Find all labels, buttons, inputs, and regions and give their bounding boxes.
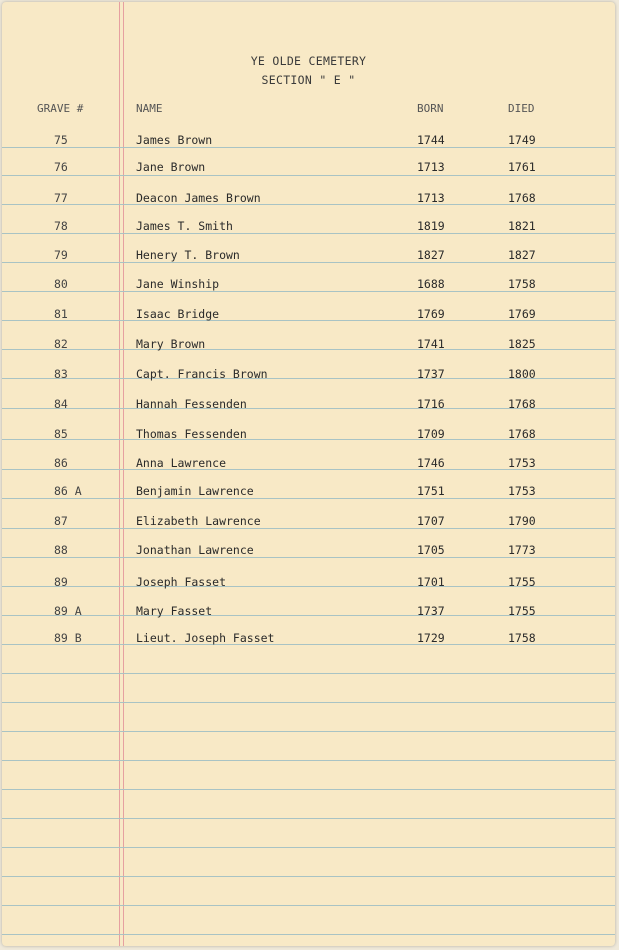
deceased-name: Joseph Fasset (136, 575, 227, 589)
grave-number: 76 (54, 160, 68, 174)
table-row (2, 337, 615, 353)
grave-number: 79 (54, 248, 68, 262)
died-year: 1768 (508, 427, 536, 441)
header-name: NAME (136, 102, 163, 115)
born-year: 1709 (417, 427, 445, 441)
grave-number: 89 A (54, 604, 82, 618)
born-year: 1713 (417, 191, 445, 205)
died-year: 1749 (508, 133, 536, 147)
died-year: 1758 (508, 631, 536, 645)
page-title: YE OLDE CEMETERY (250, 54, 367, 68)
ruled-line (2, 847, 615, 848)
ruled-line (2, 731, 615, 732)
born-year: 1741 (417, 337, 445, 351)
grave-number: 77 (54, 191, 68, 205)
grave-number: 86 A (54, 484, 82, 498)
ledger-page (2, 2, 615, 946)
grave-number: 80 (54, 277, 68, 291)
ruled-line (2, 905, 615, 906)
born-year: 1819 (417, 219, 445, 233)
born-year: 1746 (417, 456, 445, 470)
ruled-line (2, 760, 615, 761)
grave-number: 84 (54, 397, 68, 411)
born-year: 1707 (417, 514, 445, 528)
grave-number: 86 (54, 456, 68, 470)
died-year: 1769 (508, 307, 536, 321)
ruled-line (2, 818, 615, 819)
ruled-line (2, 934, 615, 935)
deceased-name: Elizabeth Lawrence (136, 514, 261, 528)
born-year: 1769 (417, 307, 445, 321)
died-year: 1821 (508, 219, 536, 233)
deceased-name: Anna Lawrence (136, 456, 227, 470)
page-subtitle: SECTION " E " (261, 73, 356, 87)
died-year: 1753 (508, 456, 536, 470)
deceased-name: Capt. Francis Brown (136, 367, 268, 381)
table-row (2, 575, 615, 591)
born-year: 1705 (417, 543, 445, 557)
ruled-line (2, 876, 615, 877)
ruled-line (2, 789, 615, 790)
grave-number: 87 (54, 514, 68, 528)
table-row (2, 514, 615, 530)
born-year: 1713 (417, 160, 445, 174)
deceased-name: James Brown (136, 133, 213, 147)
table-row (2, 631, 615, 647)
died-year: 1755 (508, 575, 536, 589)
table-row (2, 397, 615, 413)
grave-number: 75 (54, 133, 68, 147)
table-row (2, 456, 615, 472)
deceased-name: James T. Smith (136, 219, 233, 233)
born-year: 1751 (417, 484, 445, 498)
deceased-name: Mary Brown (136, 337, 206, 351)
table-row (2, 248, 615, 264)
deceased-name: Hannah Fessenden (136, 397, 247, 411)
born-year: 1737 (417, 367, 445, 381)
grave-number: 83 (54, 367, 68, 381)
born-year: 1688 (417, 277, 445, 291)
header-died: DIED (508, 102, 535, 115)
table-row (2, 484, 615, 500)
deceased-name: Isaac Bridge (136, 307, 220, 321)
table-row (2, 604, 615, 620)
deceased-name: Benjamin Lawrence (136, 484, 254, 498)
table-row (2, 543, 615, 559)
deceased-name: Jane Winship (136, 277, 220, 291)
grave-number: 82 (54, 337, 68, 351)
table-row (2, 367, 615, 383)
table-row (2, 277, 615, 293)
died-year: 1755 (508, 604, 536, 618)
died-year: 1790 (508, 514, 536, 528)
deceased-name: Jonathan Lawrence (136, 543, 254, 557)
born-year: 1716 (417, 397, 445, 411)
table-row (2, 191, 615, 207)
deceased-name: Thomas Fessenden (136, 427, 247, 441)
header-grave: GRAVE # (37, 102, 84, 115)
grave-number: 89 (54, 575, 68, 589)
deceased-name: Lieut. Joseph Fasset (136, 631, 275, 645)
table-row (2, 427, 615, 443)
died-year: 1827 (508, 248, 536, 262)
grave-number: 85 (54, 427, 68, 441)
table-row (2, 160, 615, 176)
deceased-name: Henery T. Brown (136, 248, 240, 262)
grave-number: 78 (54, 219, 68, 233)
died-year: 1825 (508, 337, 536, 351)
born-year: 1827 (417, 248, 445, 262)
grave-number: 88 (54, 543, 68, 557)
ruled-line (2, 702, 615, 703)
grave-number: 81 (54, 307, 68, 321)
born-year: 1744 (417, 133, 445, 147)
deceased-name: Mary Fasset (136, 604, 213, 618)
born-year: 1729 (417, 631, 445, 645)
died-year: 1758 (508, 277, 536, 291)
table-row (2, 133, 615, 149)
died-year: 1753 (508, 484, 536, 498)
born-year: 1701 (417, 575, 445, 589)
died-year: 1761 (508, 160, 536, 174)
table-row (2, 307, 615, 323)
table-row (2, 219, 615, 235)
died-year: 1768 (508, 191, 536, 205)
deceased-name: Deacon James Brown (136, 191, 261, 205)
died-year: 1800 (508, 367, 536, 381)
deceased-name: Jane Brown (136, 160, 206, 174)
died-year: 1768 (508, 397, 536, 411)
header-born: BORN (417, 102, 444, 115)
born-year: 1737 (417, 604, 445, 618)
died-year: 1773 (508, 543, 536, 557)
ruled-line (2, 673, 615, 674)
grave-number: 89 B (54, 631, 82, 645)
